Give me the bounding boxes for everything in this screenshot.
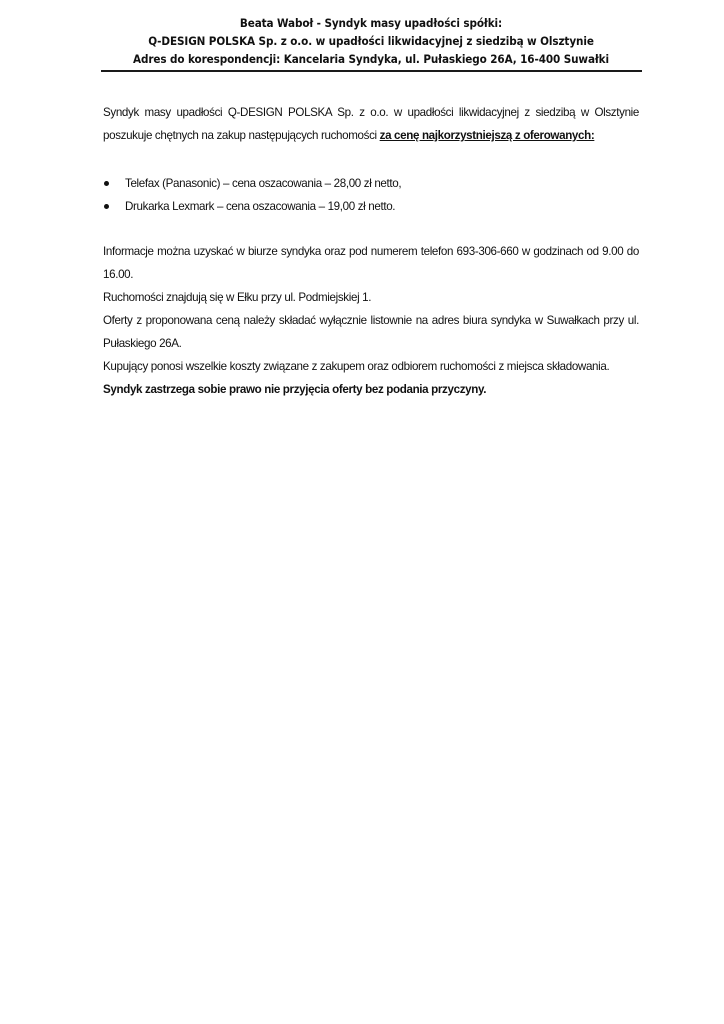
letterhead-line-company: Q-DESIGN POLSKA Sp. z o.o. w upadłości likwidacyjnej z siedzibą w Olsztynie — [148, 34, 594, 48]
header-divider — [101, 70, 642, 72]
letterhead-line-address: Adres do korespondencji: Kancelaria Syndyka, ul. Pułaskiego 26A, 16-400 Suwałki — [133, 52, 609, 66]
list-item — [103, 195, 639, 218]
intro-text: Syndyk masy upadłości Q-DESIGN POLSKA Sp. z o.o. w upadłości likwidacyjnej z siedzibą w Olsztynie poszukuje chętnych na zakup następujących ruchomości — [103, 106, 639, 142]
intro-emphasis: za cenę najkorzystniejszą z oferowanych: — [379, 129, 595, 142]
letterhead — [102, 14, 640, 68]
items-list — [103, 172, 639, 218]
reservation-notice: Syndyk zastrzega sobie prawo nie przyjęcia oferty bez podania przyczyny. — [103, 383, 487, 396]
bullet-icon — [104, 181, 109, 186]
list-item-text: Telefax (Panasonic) – cena oszacowania – 28,00 zł netto, — [125, 177, 402, 190]
bullet-icon — [104, 204, 109, 209]
location-info: Ruchomości znajdują się w Ełku przy ul. Podmiejskiej 1. — [103, 291, 372, 304]
offers-info: Oferty z proponowana ceną należy składać wyłącznie listownie na adres biura syndyka w Suwałkach przy ul. Pułaskiego 26A. — [103, 314, 639, 350]
list-item-text: Drukarka Lexmark – cena oszacowania – 19,00 zł netto. — [125, 200, 396, 213]
contact-info: Informacje można uzyskać w biurze syndyka oraz pod numerem telefon 693-306-660 w godzinach od 9.00 do 16.00. — [103, 245, 639, 281]
info-section — [103, 240, 639, 401]
list-item — [103, 172, 639, 195]
intro-paragraph — [103, 101, 639, 147]
letterhead-line-trustee: Beata Waboł - Syndyk masy upadłości spółki: — [239, 16, 503, 30]
costs-info: Kupujący ponosi wszelkie koszty związane z zakupem oraz odbiorem ruchomości z miejsca składowania. — [103, 360, 610, 373]
